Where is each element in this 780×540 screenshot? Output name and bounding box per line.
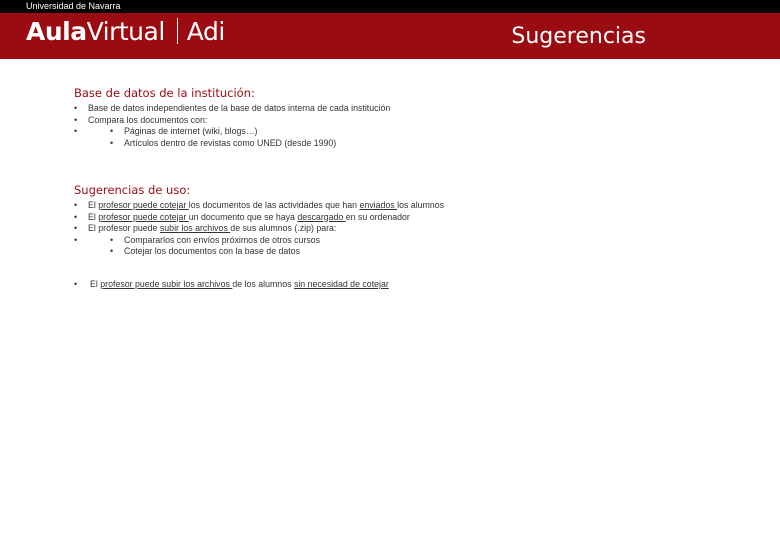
upload-purposes-sublist — [74, 235, 444, 258]
list-item — [74, 212, 444, 224]
underlined-text: enviados — [359, 200, 398, 210]
underlined-text: descargado — [297, 211, 346, 222]
list-item — [74, 223, 444, 235]
sublist-item: • Artículos dentro de revistas como UNED (desde 1990) — [74, 138, 390, 150]
sublist-container — [74, 126, 390, 149]
text: en su ordenador — [345, 211, 410, 222]
text: un documento que se haya — [188, 211, 298, 222]
text: de los alumnos — [232, 279, 294, 289]
usage-suggestions-list — [74, 200, 444, 258]
text: los documentos de las actividades que han — [188, 200, 360, 210]
logo-adi-text: Adi — [186, 17, 225, 46]
compare-sources-sublist — [74, 126, 390, 149]
slide-title: Sugerencias — [511, 24, 646, 49]
underlined-text: profesor puede cotejar — [98, 200, 189, 210]
text: de sus alumnos (.zip) para: — [230, 223, 337, 233]
list-item — [74, 200, 444, 212]
sublist-item: • • Páginas de internet (wiki, blogs…) — [74, 126, 390, 138]
aulavirtual-adi-logo — [26, 18, 225, 46]
section-usage-suggestions-title: Sugerencias de uso: — [74, 183, 191, 197]
text: El profesor puede — [88, 223, 160, 233]
text: El — [88, 211, 99, 222]
section-institution-database-title: Base de datos de la institución: — [74, 86, 255, 100]
logo-aula-text: Aula — [26, 17, 87, 46]
sublist-item: • • Compararlos con envíos próximos de otros cursos — [74, 235, 444, 247]
sublist-item: • Cotejar los documentos con la base de datos — [74, 246, 444, 258]
university-name: Universidad de Navarra — [26, 1, 121, 11]
underlined-text: profesor puede cotejar — [98, 211, 189, 222]
additional-suggestion-list — [74, 279, 389, 291]
text: El — [90, 279, 101, 289]
sublist-container — [74, 235, 444, 258]
list-item: • Compara los documentos con: — [74, 115, 390, 127]
underlined-text: profesor puede subir los archivos — [100, 279, 233, 289]
logo-virtual-text: Virtual — [86, 17, 165, 46]
underlined-text: sin necesidad de cotejar — [293, 279, 389, 289]
list-item — [74, 279, 389, 291]
institution-database-list — [74, 103, 390, 149]
text: El — [88, 200, 99, 210]
text: los alumnos — [397, 200, 445, 210]
underlined-text: subir los archivos — [159, 223, 231, 233]
list-item: • Base de datos independientes de la base de datos interna de cada institución — [74, 103, 390, 115]
logo-separator — [177, 18, 178, 44]
top-bar — [0, 0, 780, 13]
